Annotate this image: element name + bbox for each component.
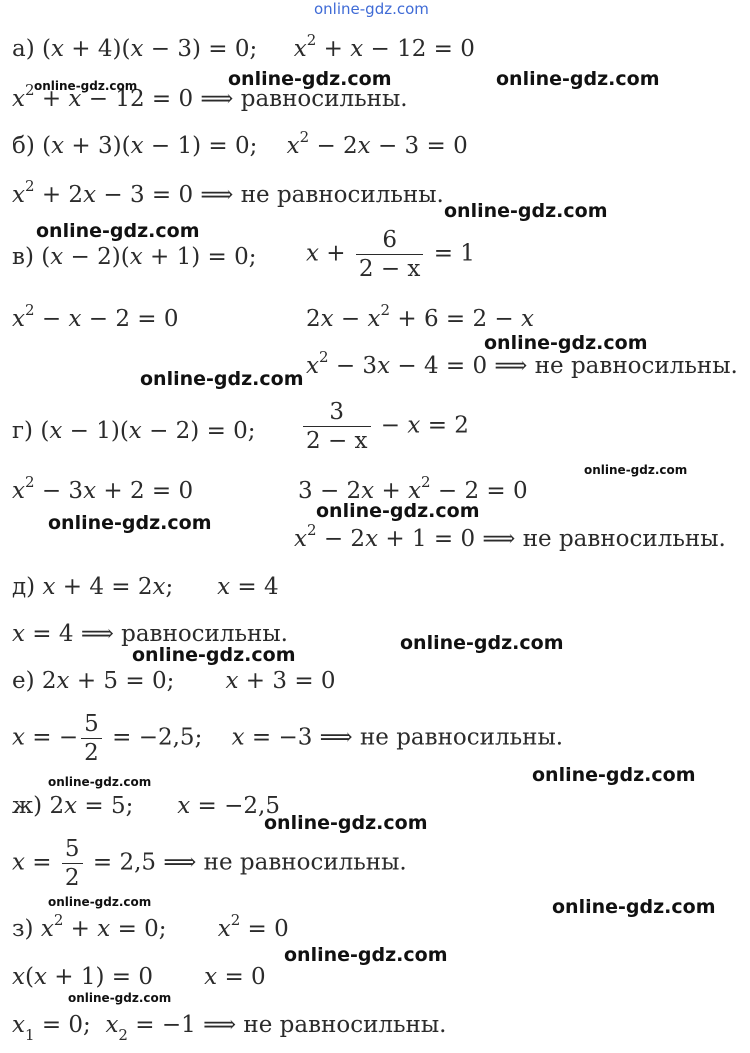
watermark: online-gdz.com <box>140 368 304 390</box>
fraction-zh: $\frac{5}{2}$ <box>62 837 83 890</box>
line-v-2: $x^2 - x - 2 = 0$ <box>12 301 179 332</box>
line-g-1-right: $\frac{3}{2 - x}$ − x = 2 <box>300 400 469 453</box>
watermark: online-gdz.com <box>48 512 212 534</box>
conclusion-d: равносильны. <box>121 621 288 647</box>
line-d-2: x = 4 ⟹ равносильны. <box>12 621 288 647</box>
line-zh-1: ж) 2x = 5; x = −2,5 <box>12 793 280 819</box>
line-v-2-right: $2x - x^2 + 6 = 2 - x$ <box>306 301 534 332</box>
label-d: д) <box>12 574 36 600</box>
watermark: online-gdz.com <box>532 764 696 786</box>
watermark: online-gdz.com <box>400 632 564 654</box>
watermark: online-gdz.com <box>132 644 296 666</box>
line-e-2: x = − $\frac{5}{2}$ = −2,5; x = −3 ⟹ не равносильны. <box>12 711 564 767</box>
watermark: online-gdz.com <box>496 68 660 90</box>
line-v-1-right: x + $\frac{6}{2 - x}$ = 1 <box>306 227 475 283</box>
line-v-1: в) (x − 2)(x + 1) = 0; <box>12 244 257 270</box>
line-zh-2: x = $\frac{5}{2}$ = 2,5 ⟹ не равносильны. <box>12 836 407 892</box>
watermark: online-gdz.com <box>584 463 688 477</box>
line-b-2: $x^2 + 2x - 3 = 0$ ⟹ не равносильны. <box>12 177 444 208</box>
watermark: online-gdz.com <box>48 895 152 909</box>
line-e-1: е) 2x + 5 = 0; x + 3 = 0 <box>12 668 336 694</box>
line-g-3: $x^2 - 2x + 1 = 0$ ⟹ не равносильны. <box>294 521 726 552</box>
watermark: online-gdz.com <box>264 812 428 834</box>
rhs-zh: −2,5 <box>224 793 280 819</box>
label-e: е) <box>12 668 35 694</box>
watermark: online-gdz.com <box>48 775 152 789</box>
watermark: online-gdz.com <box>316 500 480 522</box>
conclusion-z: не равносильны. <box>243 1012 447 1038</box>
watermark-top: online-gdz.com <box>314 0 429 18</box>
watermark: online-gdz.com <box>484 332 648 354</box>
watermark: online-gdz.com <box>444 200 608 222</box>
watermark: online-gdz.com <box>36 220 200 242</box>
label-g: г) <box>12 418 34 444</box>
fraction-v: $\frac{6}{2 - x}$ <box>356 228 424 281</box>
watermark: online-gdz.com <box>68 991 172 1005</box>
conclusion-g: не равносильны. <box>522 526 726 552</box>
line-v-3: $x^2 - 3x - 4 = 0$ ⟹ не равносильны. <box>306 348 738 379</box>
line-g-2-right: $3 - 2x + x^2 - 2 = 0$ <box>298 473 528 504</box>
watermark: online-gdz.com <box>284 944 448 966</box>
label-a: а) <box>12 36 35 62</box>
decimal-zh: 2,5 <box>119 849 157 876</box>
conclusion-v: не равносильны. <box>534 353 738 379</box>
conclusion-zh: не равносильны. <box>203 849 407 876</box>
label-b: б) <box>12 133 35 159</box>
conclusion-e: не равносильны. <box>359 724 564 751</box>
line-g-2: $x^2 - 3x + 2 = 0$ <box>12 473 194 504</box>
line-b-1: б) (x + 3)(x − 1) = 0; $x^2 - 2x - 3 = 0$ <box>12 128 468 159</box>
conclusion-a: равносильны. <box>240 86 408 112</box>
line-a-2: $x^2 + x - 12 = 0$ ⟹ равносильны. <box>12 81 408 112</box>
line-g-1: г) (x − 1)(x − 2) = 0; <box>12 418 256 444</box>
line-d-1: д) x + 4 = 2x; x = 4 <box>12 574 279 600</box>
label-z: з) <box>12 916 34 942</box>
decimal-e: −2,5 <box>138 724 195 751</box>
line-z-2: x(x + 1) = 0 x = 0 <box>12 964 266 990</box>
label-v: в) <box>12 244 34 270</box>
line-a-1: а) (x + 4)(x − 3) = 0; $x^2 + x - 12 = 0$ <box>12 31 475 62</box>
watermark: online-gdz.com <box>552 896 716 918</box>
line-z-3: $x_1 = 0$; $x_2 = -1$ ⟹ не равносильны. <box>12 1012 447 1044</box>
conclusion-b: не равносильны. <box>240 182 444 208</box>
label-zh: ж) <box>12 793 43 819</box>
fraction-e: $\frac{5}{2}$ <box>81 712 102 765</box>
line-z-1: з) $x^2 + x = 0$; $x^2 = 0$ <box>12 911 289 942</box>
watermark: online-gdz.com <box>228 68 392 90</box>
fraction-g: $\frac{3}{2 - x}$ <box>303 400 371 453</box>
watermark: online-gdz.com <box>34 79 138 93</box>
